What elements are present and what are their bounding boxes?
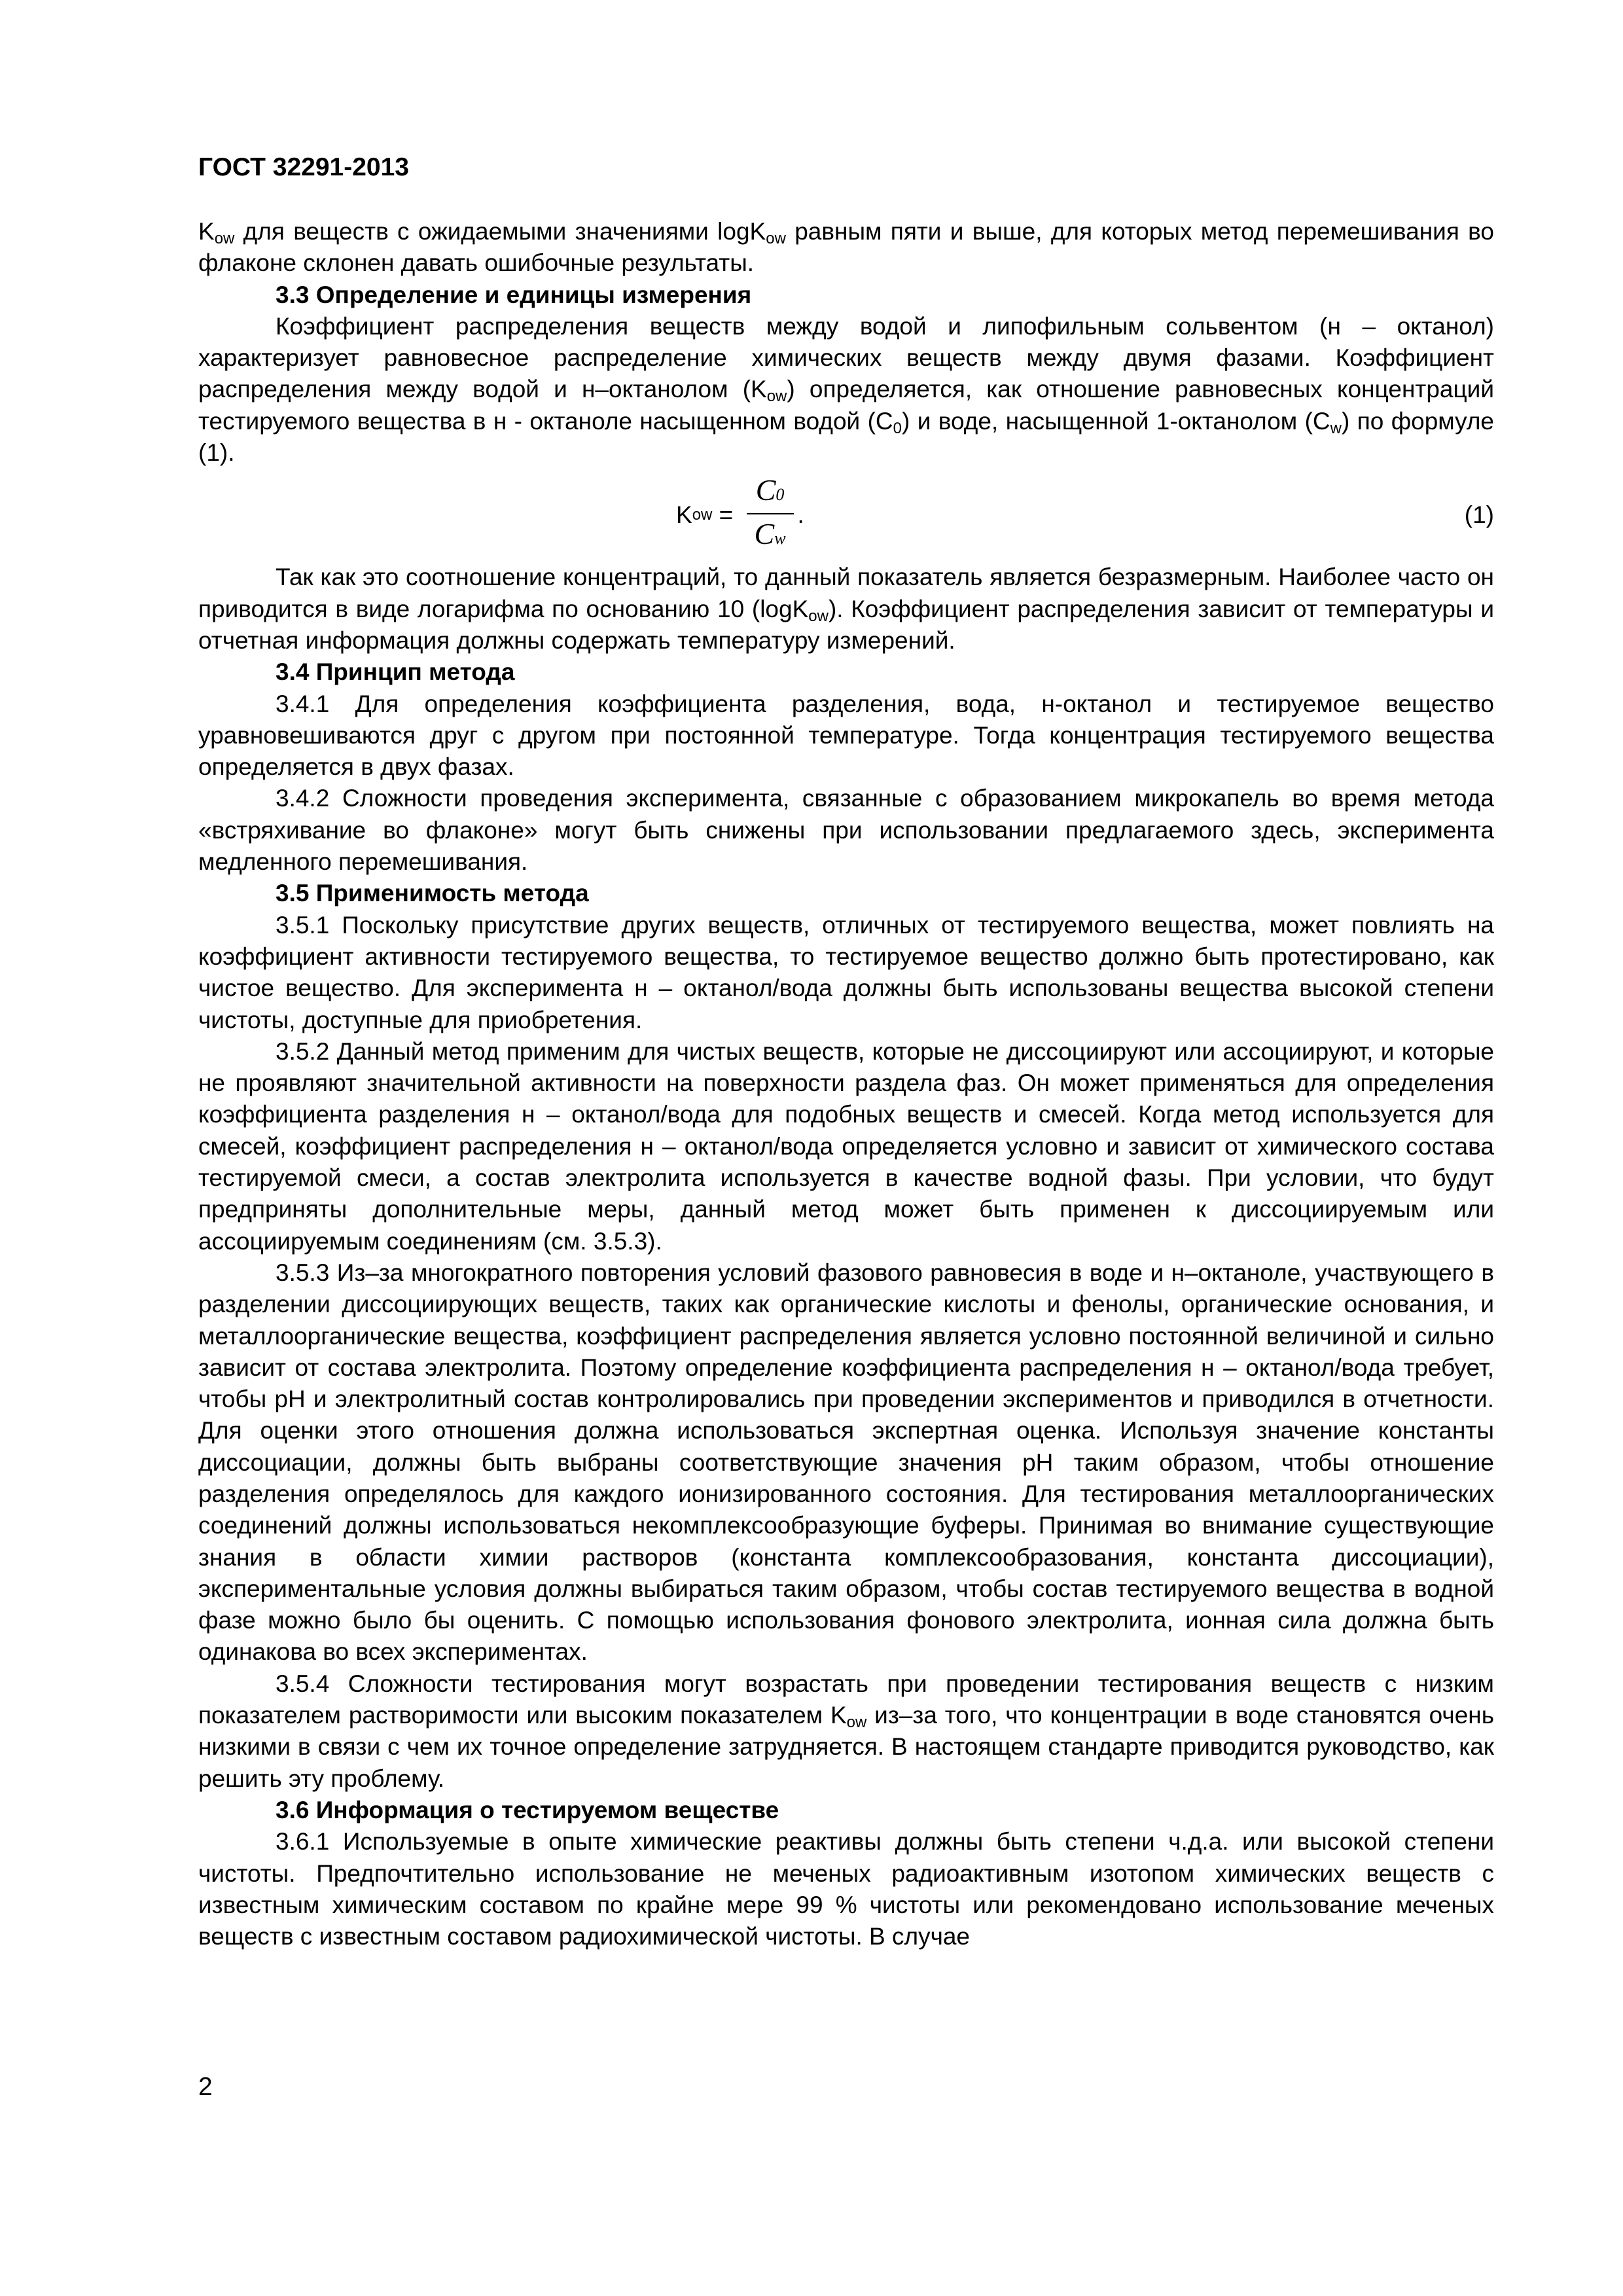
paragraph-3-4-2: 3.4.2 Сложности проведения эксперимента, связанные с образованием микрокапель во время метода «встряхивание во флаконе» могут быть снижены при использовании предлагаемого здесь, эксперимента медленного перемешивания. — [198, 785, 1494, 876]
section-heading-3-6: 3.6 Информация о тестируемом веществе — [276, 1796, 779, 1823]
section-heading-3-3: 3.3 Определение и единицы измерения — [276, 281, 752, 308]
section-heading-3-4: 3.4 Принцип метода — [276, 658, 515, 686]
paragraph-3-6-1: 3.6.1 Используемые в опыте химические реактивы должны быть степени ч.д.а. или высокой степени чистоты. Предпочтительно использование не меченых радиоактивным изотопом химических веществ с известным химическим составом по крайне мере 99 % чистоты или рекомендовано использование меченых веществ с известным составом радиохимической чистоты. В случае — [198, 1828, 1494, 1950]
section-heading-3-5: 3.5 Применимость метода — [276, 880, 589, 907]
formula-1 — [198, 469, 1494, 562]
paragraph-3-5-3: 3.5.3 Из–за многократного повторения условий фазового равновесия в воде и н–октаноле, участвующего в разделении диссоциирующих веществ, таких как органические кислоты и фенолы, органические основания, и металлоорганические вещества, коэффициент распределения является условно постоянной величиной и сильно зависит от состава электролита. Поэтому определение коэффициента распределения н – октанол/вода требует, чтобы pH и электролитный состав контролировались при проведении экспериментов и приводился в отчетности. Для оценки этого отношения должна использоваться экспертная оценка. Используя значение константы диссоциации, должны быть выбраны соответствующие значения pH таким образом, чтобы отношение разделения определялось для каждого ионизированного состояния. Для тестирования металлоорганических соединений должны использоваться некомплексообразующие буферы. Принимая во внимание существующие знания в области химии растворов (константа комплексообразования, константа диссоциации), экспериментальные условия должны выбираться таким образом, чтобы состав тестируемого вещества в водной фазе можно было бы оценить. С помощью использования фонового электролита, ионная сила должна быть одинакова во всех экспериментах. — [198, 1259, 1494, 1666]
formula-fraction — [747, 472, 794, 558]
page-number: 2 — [198, 2073, 213, 2101]
paragraph-3-3-dimensionless: Так как это соотношение концентраций, то данный показатель является безразмерным. Наиболее часто он приводится в виде логарифма по основанию 10 (logK$_{ow}$). Коэффициент распределения зависит от температуры и отчетная информация должны содержать температуру измерений. — [198, 564, 1494, 654]
paragraph-3-5-2: 3.5.2 Данный метод применим для чистых веществ, которые не диссоциируют или ассоциируют, и которые не проявляют значительной активности на поверхности раздела фаз. Он может применяться для определения коэффициента разделения н – октанол/вода для подобных веществ и смесей. Когда метод используется для смесей, коэффициент распределения н – октанол/вода определяется условно и зависит от химического состава тестируемой смеси, а состав электролита используется в качестве водной фазы. При условии, что будут предприняты дополнительные меры, данный метод может быть применен к диссоциируемым или ассоциируемым соединениям (см. 3.5.3). — [198, 1037, 1494, 1255]
standard-title: ГОСТ 32291-2013 — [198, 153, 409, 181]
intro-paragraph: $K_{ow}$ для веществ с ожидаемыми значениями logK$_{ow}$ равным пяти и выше, для которых метод перемешивания во флаконе склонен давать ошибочные результаты. — [198, 218, 1494, 277]
fraction-numerator: C0 — [755, 473, 785, 507]
paragraph-3-5-1: 3.5.1 Поскольку присутствие других веществ, отличных от тестируемого вещества, может повлиять на коэффициент активности тестируемого вещества, то тестируемое вещество должно быть протестировано, как чистое вещество. Для эксперимента н – октанол/вода должны быть использованы вещества высокой степени чистоты, доступные для приобретения. — [198, 911, 1494, 1033]
paragraph-3-4-1: 3.4.1 Для определения коэффициента разделения, вода, н-октанол и тестируемое вещество уравновешиваются друг с другом при постоянной температуре. Тогда концентрация тестируемого вещества определяется в двух фазах. — [198, 690, 1494, 781]
paragraph-3-3-definition: Коэффициент распределения веществ между водой и липофильным сольвентом (н – октанол) характеризует равновесное распределение химических веществ между двумя фазами. Коэффициент распределения между водой и н–октанолом $(K_{ow})$ определяется, как отношение равновесных концентраций тестируемого вещества в н - октаноле насыщенном водой $(C_0)$ и воде, насыщенной 1-октанолом $(C_w)$ по формуле (1). — [198, 312, 1495, 467]
fraction-denominator: Cw — [754, 517, 786, 551]
document-body — [198, 216, 1494, 1952]
formula-number: (1) — [1464, 501, 1494, 529]
formula-expression: K ow = $\frac{C0}{Cw}$ . — [676, 470, 804, 560]
paragraph-3-5-4: 3.5.4 Сложности тестирования могут возрастать при проведении тестирования веществ с низким показателем растворимости или высоким показателем $K_{ow}$ из–за того, что концентрации в воде становятся очень низкими в связи с чем их точное определение затрудняется. В настоящем стандарте приводится руководство, как решить эту проблему. — [198, 1670, 1494, 1792]
